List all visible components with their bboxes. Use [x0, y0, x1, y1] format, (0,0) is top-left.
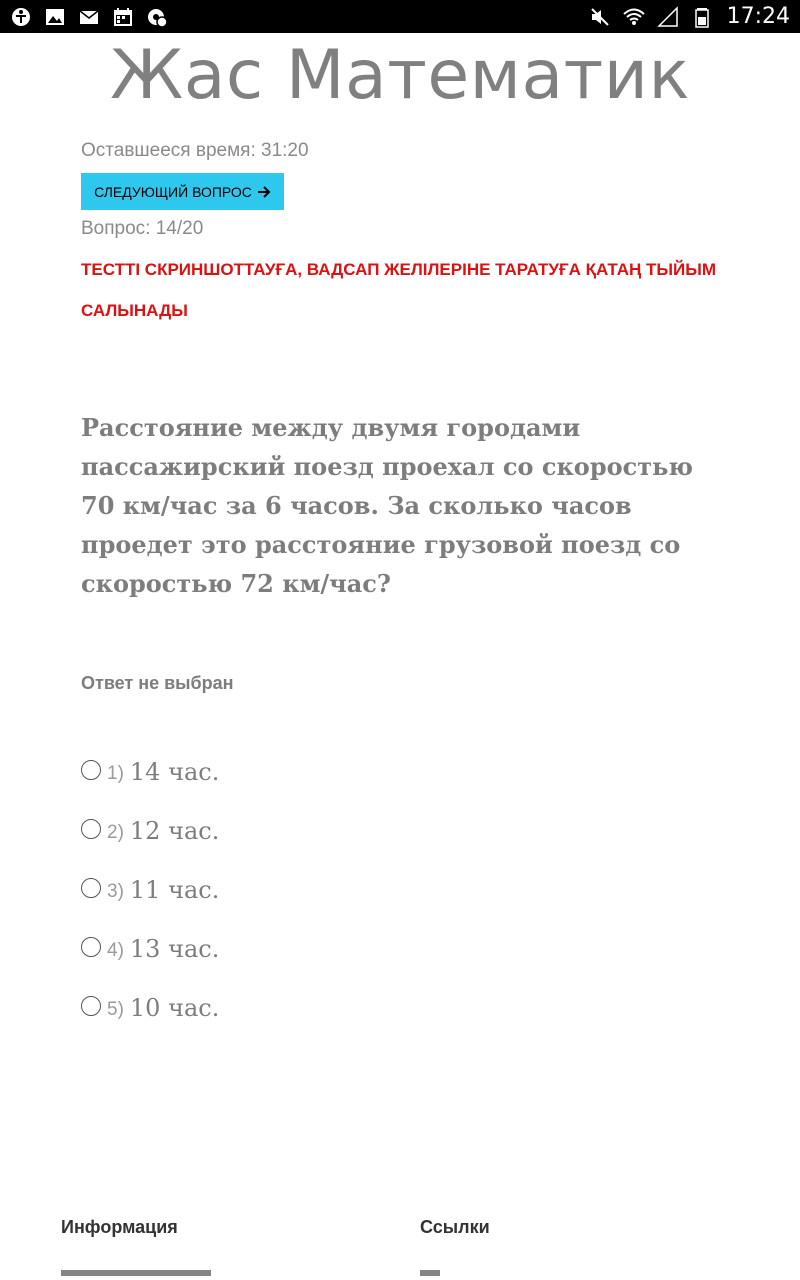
question-number: Вопрос: 14/20	[81, 218, 204, 239]
answer-option-3[interactable]	[81, 860, 731, 919]
status-time: 17:24	[726, 4, 790, 29]
option-number: 5)	[107, 998, 124, 1020]
answer-option-5[interactable]	[81, 978, 731, 1037]
answer-option-1[interactable]	[81, 742, 731, 801]
option-text: 11 час.	[129, 875, 220, 904]
option-text: 12 час.	[129, 816, 220, 845]
footer-links-item-cutoff[interactable]	[420, 1270, 440, 1280]
mail-icon	[78, 6, 100, 28]
calendar-icon	[112, 6, 134, 28]
status-bar-notifications	[10, 6, 168, 28]
remaining-time: Оставшееся время: 31:20	[81, 140, 309, 161]
settings-badge-icon	[146, 6, 168, 28]
footer-links-heading: Ссылки	[420, 1217, 490, 1237]
next-question-button[interactable]	[81, 173, 284, 210]
arrow-right-icon	[257, 185, 271, 199]
answer-status: Ответ не выбран	[81, 673, 234, 693]
option-text: 14 час.	[129, 757, 220, 786]
gallery-icon	[44, 6, 66, 28]
next-question-label: СЛЕДУЮЩИЙ ВОПРОС	[94, 183, 252, 200]
accessibility-icon	[10, 6, 32, 28]
option-number: 2)	[107, 821, 124, 843]
battery-icon	[691, 6, 713, 28]
option-text: 10 час.	[129, 993, 220, 1022]
answer-option-4[interactable]	[81, 919, 731, 978]
footer-info-item-cutoff[interactable]	[61, 1270, 211, 1280]
radio-button[interactable]	[81, 996, 101, 1016]
radio-button[interactable]	[81, 878, 101, 898]
status-bar-system	[589, 4, 790, 29]
answer-option-2[interactable]	[81, 801, 731, 860]
radio-button[interactable]	[81, 760, 101, 780]
question-text: Расстояние между двумя городами пассажирский поезд проехал со скоростью 70 км/час за 6 часов. За сколько часов проедет это расстояние грузовой поезд со скоростью 72 км/час?	[81, 413, 693, 598]
screenshot-warning: ТЕСТТІ СКРИНШОТТАУҒА, ВАДСАП ЖЕЛІЛЕРІНЕ ТАРАТУҒА ҚАТАҢ ТЫЙЫМ САЛЫНАДЫ	[81, 260, 717, 320]
option-number: 1)	[107, 762, 124, 784]
option-number: 4)	[107, 939, 124, 961]
radio-button[interactable]	[81, 819, 101, 839]
footer-info-heading: Информация	[61, 1217, 178, 1237]
wifi-icon	[623, 6, 645, 28]
status-bar	[0, 0, 800, 33]
answer-options	[81, 742, 731, 1037]
site-title: Жас Математик	[109, 36, 691, 115]
option-text: 13 час.	[129, 934, 220, 963]
signal-icon	[657, 6, 679, 28]
radio-button[interactable]	[81, 937, 101, 957]
mute-icon	[589, 6, 611, 28]
option-number: 3)	[107, 880, 124, 902]
